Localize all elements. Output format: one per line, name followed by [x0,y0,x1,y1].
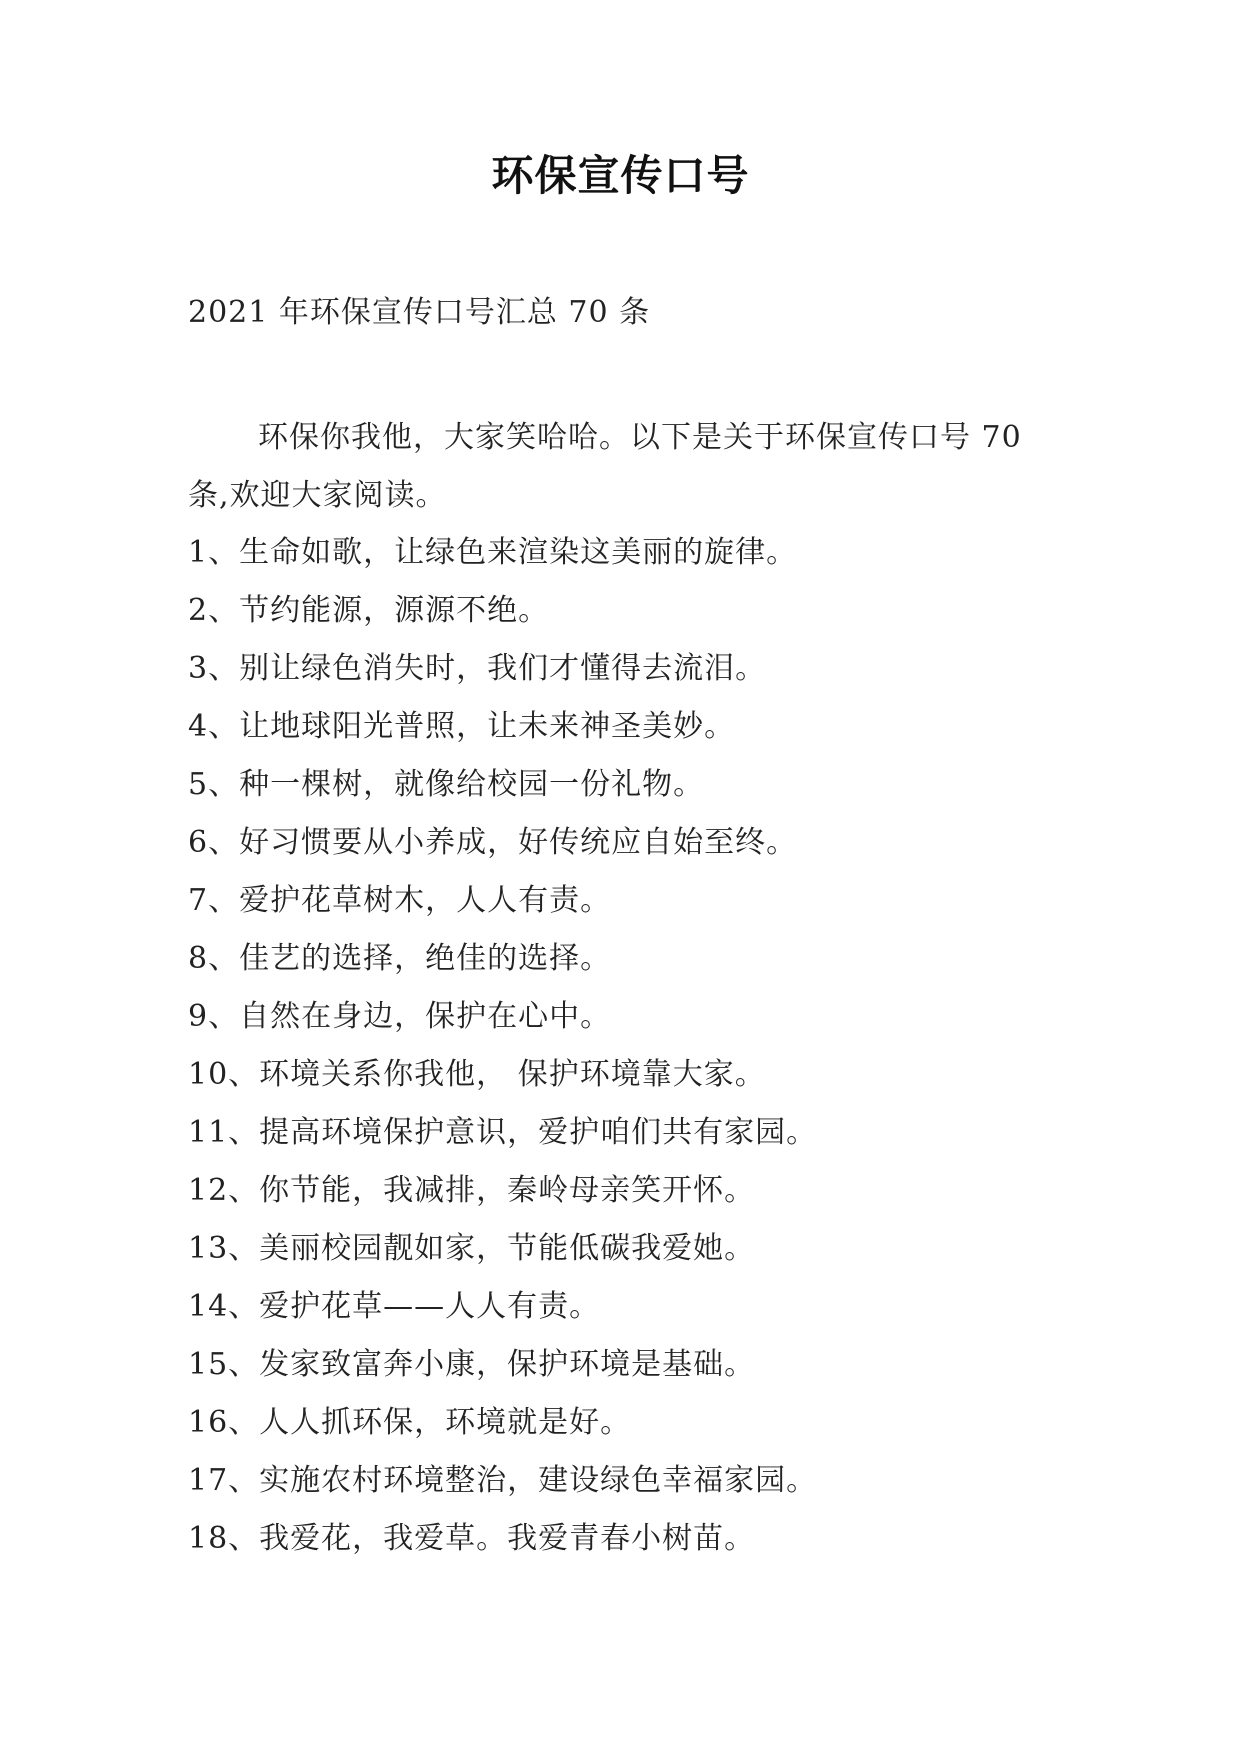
intro-paragraph: 环保你我他，大家笑哈哈。以下是关于环保宣传口号 70 条,欢迎大家阅读。 [188,420,1022,513]
document-title: 环保宣传口号 [491,151,750,200]
slogan-item: 6、好习惯要从小养成，好传统应自始至终。 [188,825,798,860]
slogan-item: 18、我爱花，我爱草。我爱青春小树苗。 [188,1521,756,1556]
slogan-item: 7、爱护花草树木，人人有责。 [188,883,612,918]
slogan-item: 14、爱护花草——人人有责。 [188,1289,601,1324]
slogan-item: 15、发家致富奔小康，保护环境是基础。 [188,1347,756,1382]
slogan-list [188,524,817,1568]
slogan-item: 8、佳艺的选择，绝佳的选择。 [188,941,612,976]
slogan-item: 2、节约能源，源源不绝。 [188,593,550,628]
slogan-item: 9、自然在身边，保护在心中。 [188,999,612,1034]
slogan-item: 5、种一棵树，就像给校园一份礼物。 [188,767,705,802]
slogan-item: 12、你节能，我减排，秦岭母亲笑开怀。 [188,1173,756,1208]
slogan-item: 4、让地球阳光普照，让未来神圣美妙。 [188,709,736,744]
slogan-item: 16、人人抓环保，环境就是好。 [188,1405,632,1440]
slogan-item: 1、生命如歌，让绿色来渲染这美丽的旋律。 [188,535,798,570]
slogan-item: 10、环境关系你我他， 保护环境靠大家。 [188,1057,766,1092]
slogan-item: 3、别让绿色消失时，我们才懂得去流泪。 [188,651,767,686]
document-subtitle: 2021 年环保宣传口号汇总 70 条 [188,295,651,330]
slogan-item: 13、美丽校园靓如家，节能低碳我爱她。 [188,1231,756,1266]
slogan-item: 11、提高环境保护意识，爱护咱们共有家园。 [188,1115,818,1150]
slogan-item: 17、实施农村环境整治，建设绿色幸福家园。 [188,1463,818,1498]
